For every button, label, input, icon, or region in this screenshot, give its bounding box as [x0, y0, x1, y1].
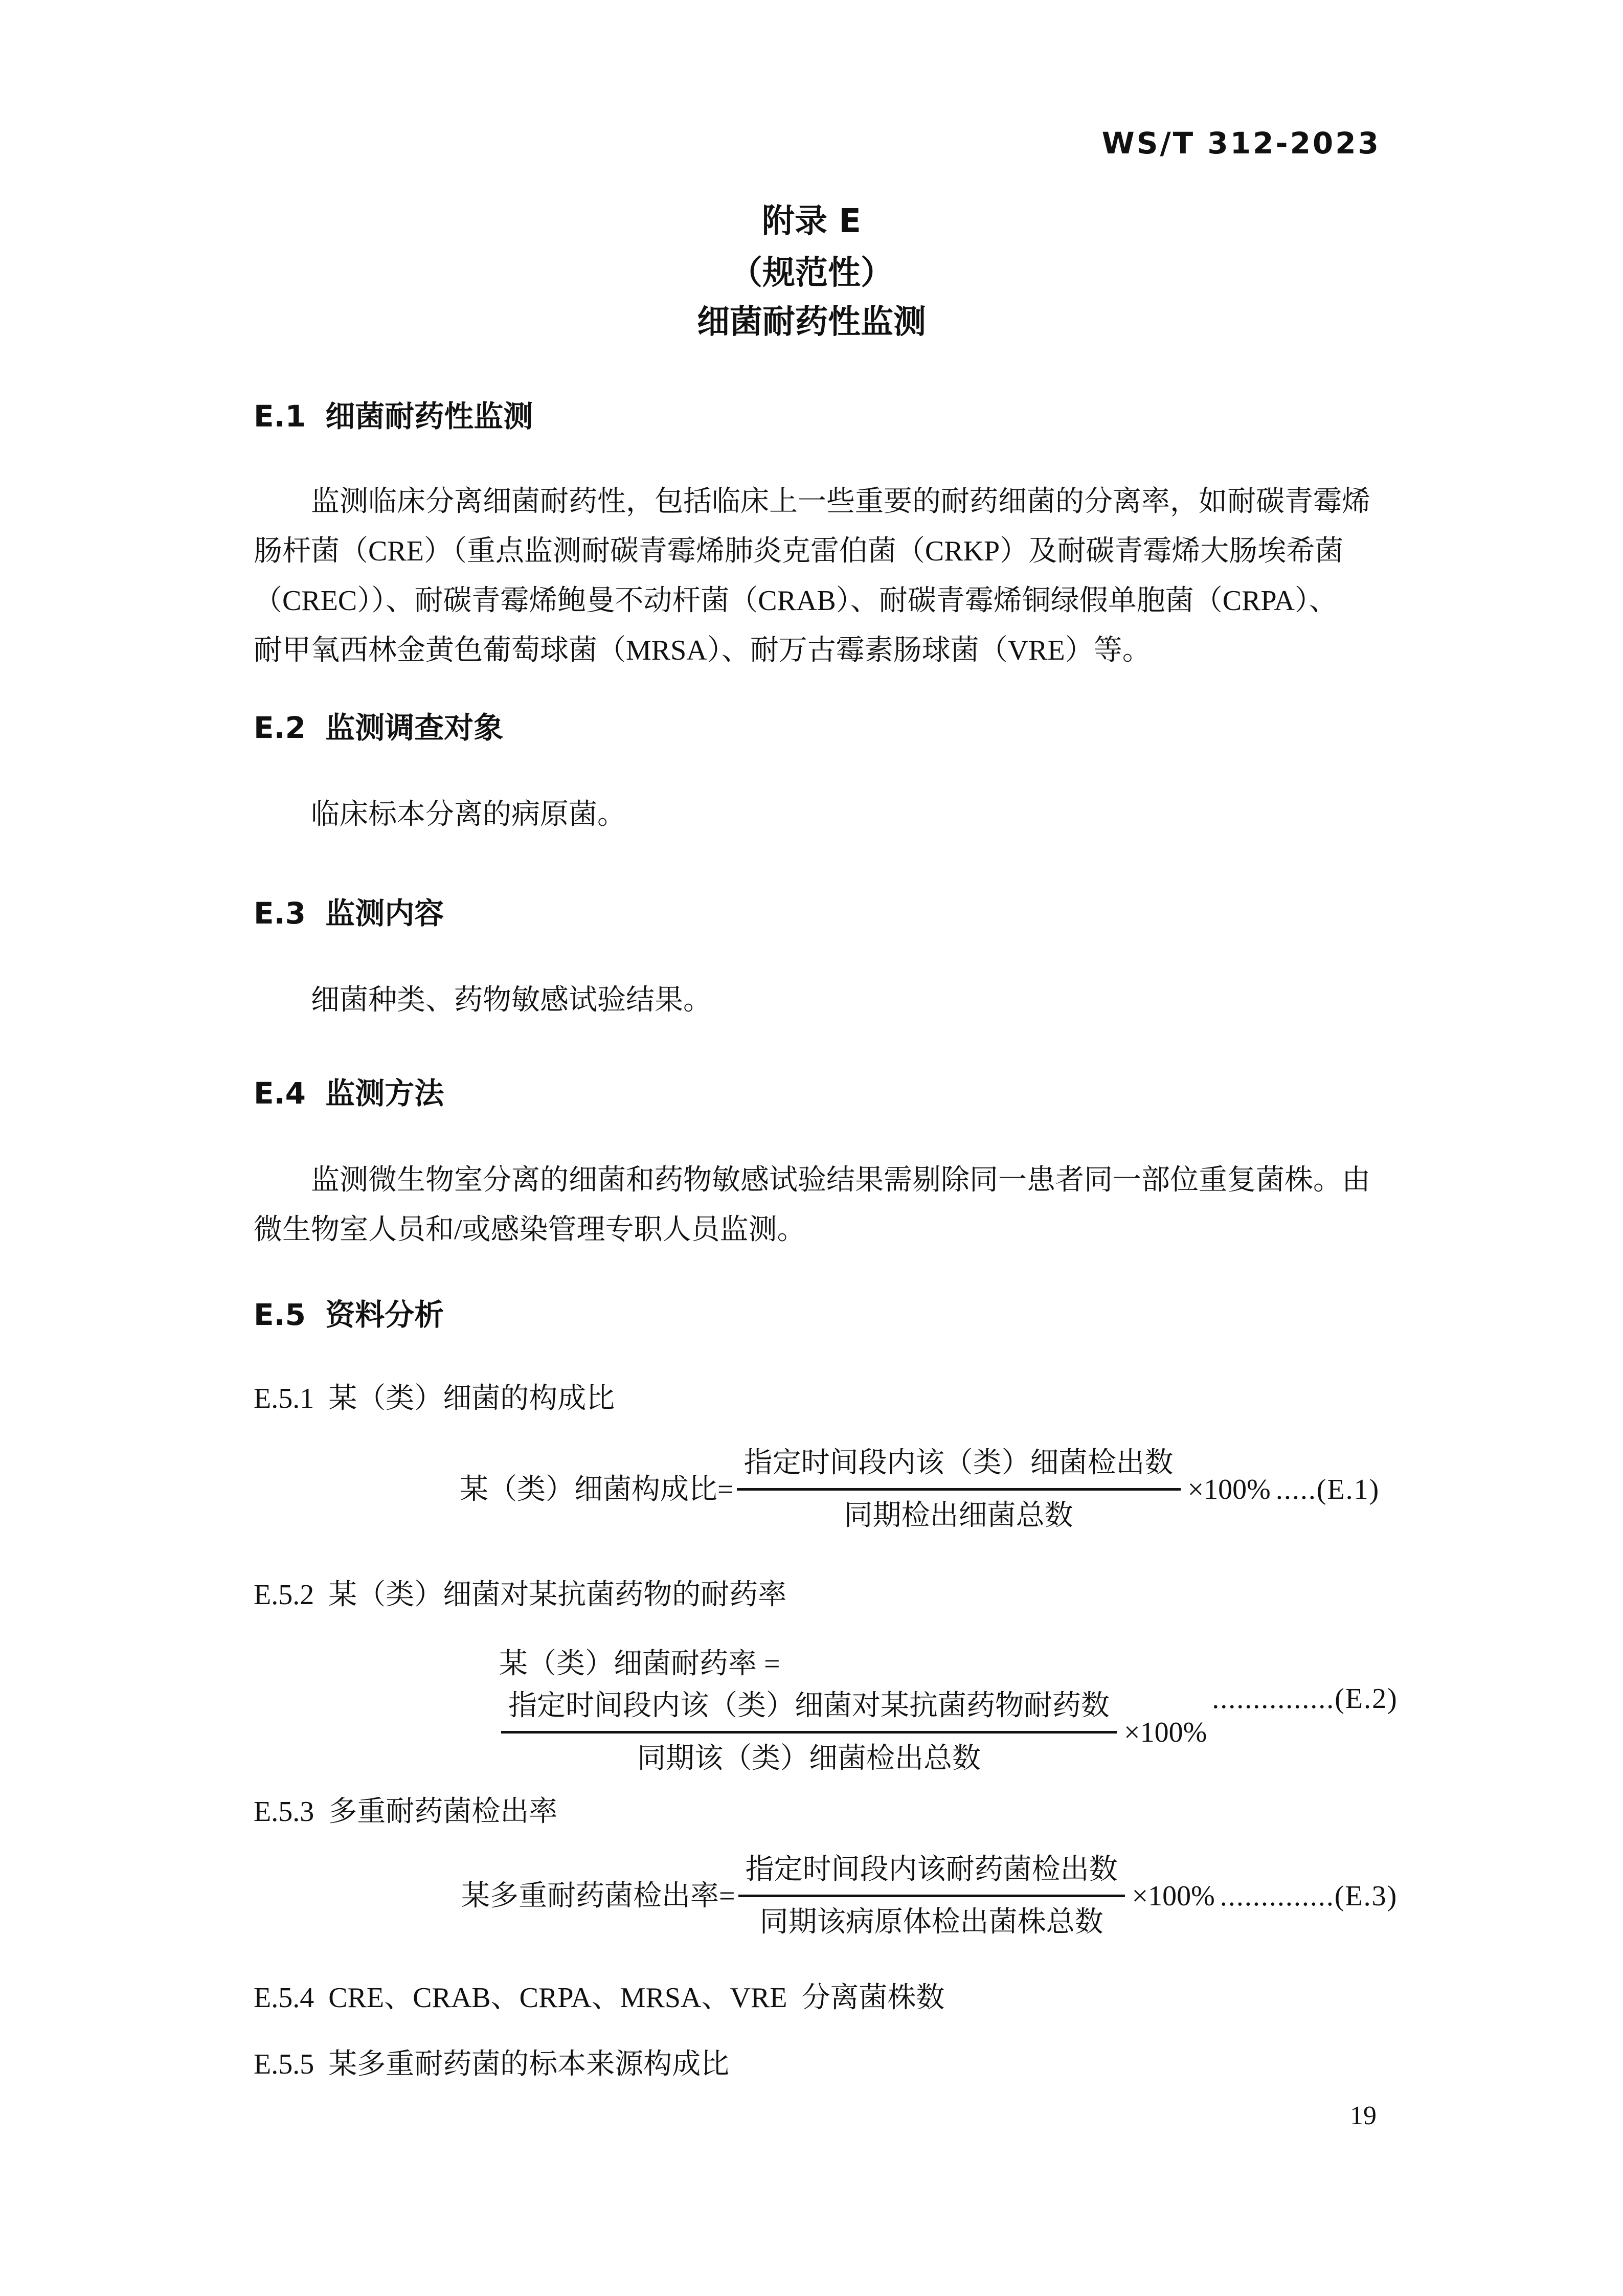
formula-e2 [501, 1684, 1398, 1781]
formula-e1-fraction [737, 1441, 1181, 1538]
appendix-title: 细菌耐药性监测 [697, 303, 926, 341]
section-e1-heading: E.1 细菌耐药性监测 [254, 399, 533, 434]
page-number: 19 [1350, 2101, 1377, 2130]
formula-e3-fraction [738, 1848, 1125, 1944]
section-e4-paragraph [254, 1156, 1401, 1255]
section-e54-heading: E.5.4 CRE、CRAB、CRPA、MRSA、VRE 分离菌株数 [254, 1982, 945, 2014]
section-e53-heading: E.5.3 多重耐药菌检出率 [254, 1796, 558, 1828]
formula-e3 [461, 1848, 1397, 1944]
formula-e3-multiplier: ×100% [1132, 1880, 1215, 1912]
paragraph-line: 监测微生物室分离的细菌和药物敏感试验结果需剔除同一患者同一部位重复菌株。由 [311, 1164, 1370, 1196]
appendix-normative-label: （规范性） [730, 254, 893, 292]
formula-e3-denominator: 同期该病原体检出菌株总数 [738, 1895, 1125, 1944]
formula-e3-dots-label: ..............(E.3) [1220, 1880, 1398, 1912]
section-e2-paragraph [254, 790, 1401, 840]
section-e5-heading: E.5 资料分析 [254, 1297, 444, 1332]
formula-e1-multiplier: ×100% [1187, 1473, 1271, 1505]
paragraph-line: 细菌种类、药物敏感试验结果。 [311, 984, 712, 1016]
section-e3-paragraph [254, 976, 1401, 1025]
paragraph-line: 微生物室人员和/或感染管理专职人员监测。 [254, 1214, 806, 1246]
formula-e1-denominator: 同期检出细菌总数 [737, 1488, 1181, 1538]
formula-e2-dots-label: ...............(E.2) [1212, 1683, 1398, 1715]
formula-e3-lead: 某多重耐药菌检出率= [461, 1880, 735, 1912]
formula-e2-fraction [501, 1684, 1117, 1781]
standard-number: WS/T 312-2023 [1101, 126, 1381, 161]
formula-e2-lead: 某（类）细菌耐药率 = [499, 1648, 780, 1680]
formula-e1-numerator: 指定时间段内该（类）细菌检出数 [743, 1447, 1174, 1479]
section-e4-heading: E.4 监测方法 [254, 1076, 444, 1111]
paragraph-line: 肠杆菌（CRE）（重点监测耐碳青霉烯肺炎克雷伯菌（CRKP）及耐碳青霉烯大肠埃希菌 [254, 535, 1344, 567]
formula-e1 [460, 1441, 1380, 1538]
paragraph-line: （CREC））、耐碳青霉烯鲍曼不动杆菌（CRAB）、耐碳青霉烯铜绿假单胞菌（CRPA）、 [254, 585, 1338, 617]
paragraph-line: 监测临床分离细菌耐药性，包括临床上一些重要的耐药细菌的分离率，如耐碳青霉烯 [311, 486, 1370, 517]
formula-e3-numerator: 指定时间段内该耐药菌检出数 [745, 1854, 1118, 1885]
paragraph-line: 耐甲氧西林金黄色葡萄球菌（MRSA）、耐万古霉素肠球菌（VRE）等。 [254, 635, 1151, 666]
section-e52-heading: E.5.2 某（类）细菌对某抗菌药物的耐药率 [254, 1579, 787, 1611]
formula-e2-numerator: 指定时间段内该（类）细菌对某抗菌药物耐药数 [508, 1690, 1110, 1722]
formula-e2-multiplier: ×100% [1124, 1716, 1207, 1748]
section-e55-heading: E.5.5 某多重耐药菌的标本来源构成比 [254, 2049, 730, 2080]
section-e51-heading: E.5.1 某（类）细菌的构成比 [254, 1383, 615, 1414]
paragraph-line: 临床标本分离的病原菌。 [311, 799, 626, 830]
section-e2-heading: E.2 监测调查对象 [254, 710, 504, 745]
appendix-label: 附录 E [762, 202, 861, 240]
section-e1-paragraph [254, 477, 1401, 676]
formula-e2-denominator: 同期该（类）细菌检出总数 [501, 1731, 1117, 1781]
formula-e1-lead: 某（类）细菌构成比= [460, 1473, 734, 1505]
formula-e1-dots-label: .....(E.1) [1275, 1473, 1380, 1505]
section-e3-heading: E.3 监测内容 [254, 896, 444, 931]
